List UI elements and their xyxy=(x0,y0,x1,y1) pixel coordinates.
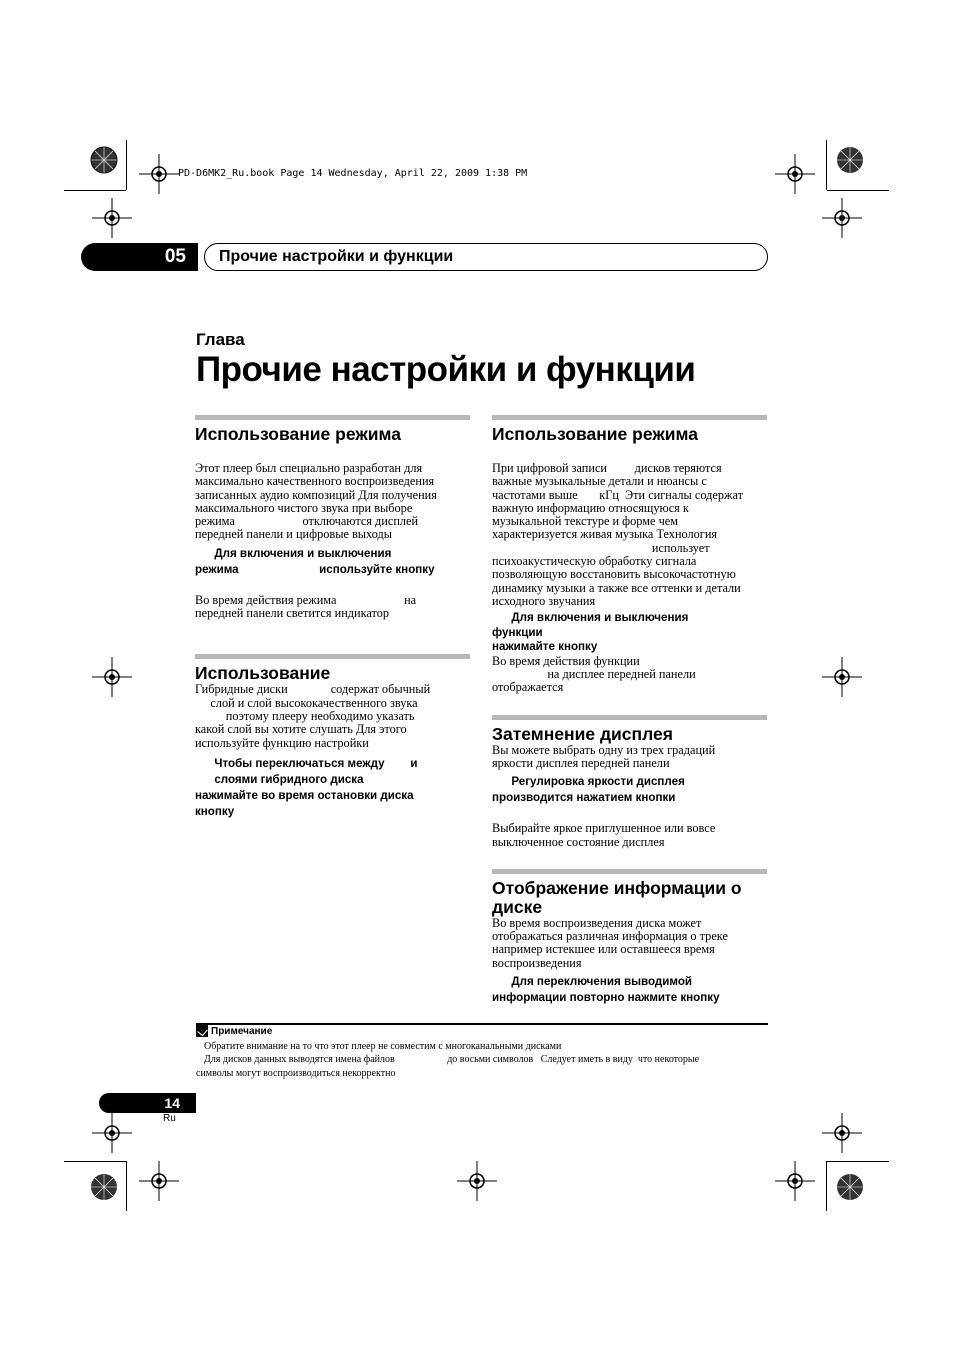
section-rule xyxy=(492,715,767,720)
body-line: динамику музыки а также все оттенки и детали xyxy=(492,580,741,595)
section-rule xyxy=(492,869,767,874)
body-line: Гибридные диски содержат обычный xyxy=(195,682,431,697)
file-meta: PD-D6MK2_Ru.book Page 14 Wednesday, April 22, 2009 1:38 PM xyxy=(178,168,528,179)
body-line: отображается xyxy=(492,680,564,695)
chapter-header-title: Прочие настройки и функции xyxy=(219,248,454,265)
body-line: режима отключаются дисплей xyxy=(195,514,419,529)
body-line: психоакустическую обработку сигнала xyxy=(492,554,697,569)
section-heading: Использование режима xyxy=(492,424,698,444)
starburst-mark xyxy=(836,1173,864,1201)
note-line: Обратите внимание на то что этот плеер не совместим с многоканальными дисками xyxy=(204,1041,562,1052)
note-line: Для дисков данных выводятся имена файлов до восьми символов Следует иметь в виду что некоторые xyxy=(204,1054,700,1065)
crosshair-mark xyxy=(822,657,862,697)
body-line: слой и слой высококачественного звука xyxy=(195,695,418,710)
body-line: отображаться различная информация о треке xyxy=(492,929,728,944)
page-number-badge: 14 xyxy=(99,1093,196,1113)
instruction-line: производится нажатием кнопки xyxy=(492,791,676,805)
body-line: выключенное состояние дисплея xyxy=(492,834,665,849)
note-line: символы могут воспроизводиться некорректно xyxy=(196,1068,396,1079)
section-rule xyxy=(195,415,470,420)
body-line: музыкальной текстуре и форме чем xyxy=(492,514,679,529)
body-line: воспроизведения xyxy=(492,955,582,970)
body-line: Во время действия функции xyxy=(492,653,640,668)
crosshair-mark xyxy=(92,657,132,697)
starburst-mark xyxy=(90,1173,118,1201)
starburst-mark xyxy=(836,146,864,174)
body-line: максимального чистого звука при выборе xyxy=(195,500,413,515)
body-line: При цифровой записи дисков теряются xyxy=(492,461,722,475)
section-heading: Использование xyxy=(195,663,331,684)
body-line: Вы можете выбрать одну из трех градаций xyxy=(492,742,716,757)
note-icon xyxy=(196,1025,208,1037)
body-line: частотами выше кГц Эти сигналы содержат xyxy=(492,487,744,502)
body-line: максимально качественного воспроизведения xyxy=(195,474,435,489)
instruction-line: нажимайте кнопку xyxy=(492,640,598,654)
instruction-line: Для переключения выводимой xyxy=(492,975,693,989)
instruction-line: Для включения и выключения xyxy=(195,546,392,560)
crosshair-mark xyxy=(457,1161,497,1201)
instruction-line: кнопку xyxy=(195,804,235,818)
note-heading xyxy=(196,1025,272,1037)
body-line: яркости дисплея передней панели xyxy=(492,755,670,770)
body-line: важную информацию относящуюся к xyxy=(492,500,689,515)
body-line: Во время действия режима на xyxy=(195,592,417,607)
section-rule xyxy=(492,415,767,420)
note-rule xyxy=(196,1023,768,1025)
section-heading: Отображение информации о диске xyxy=(492,877,742,917)
instruction-line: функции xyxy=(492,625,543,639)
body-line: какой слой вы хотите слушать Для этого xyxy=(195,722,407,737)
chapter-number-badge: 05 xyxy=(81,243,198,271)
starburst-mark xyxy=(90,146,118,174)
chapter-label: Глава xyxy=(196,330,245,349)
right-column xyxy=(492,415,767,1006)
crosshair-mark xyxy=(775,154,815,194)
crosshair-mark xyxy=(139,1161,179,1201)
body-line: использует xyxy=(492,540,710,555)
body-line: Этот плеер был специально разработан для xyxy=(195,461,423,475)
chapter-header-bar xyxy=(204,243,768,271)
page-title: Прочие настройки и функции xyxy=(196,350,696,389)
body-line: поэтому плееру необходимо указать xyxy=(195,708,415,723)
section-rule xyxy=(195,654,470,659)
crosshair-mark xyxy=(822,198,862,238)
body-line: например истекшее или оставшееся время xyxy=(492,942,715,957)
section-heading: Затемнение дисплея xyxy=(492,723,673,744)
left-column xyxy=(195,415,470,820)
body-line: Во время воспроизведения диска может xyxy=(492,915,702,930)
instruction-line: Чтобы переключаться между и xyxy=(195,756,418,770)
crosshair-mark xyxy=(92,1113,132,1153)
body-line: позволяющую восстановить высокочастотную xyxy=(492,567,736,582)
instruction-line: слоями гибридного диска xyxy=(195,772,364,786)
body-line: характеризуется живая музыка Технология xyxy=(492,527,718,542)
instruction-line: информации повторно нажмите кнопку xyxy=(492,991,720,1005)
body-line: важные музыкальные детали и нюансы с xyxy=(492,474,707,489)
instruction-line: Регулировка яркости дисплея xyxy=(492,775,685,789)
crosshair-mark xyxy=(92,198,132,238)
body-line: на дисплее передней панели xyxy=(492,667,696,682)
crosshair-mark xyxy=(139,154,179,194)
crosshair-mark xyxy=(822,1113,862,1153)
instruction-line: нажимайте во время остановки диска xyxy=(195,788,414,802)
crosshair-mark xyxy=(775,1161,815,1201)
section-heading: Использование режима xyxy=(195,424,401,444)
body-line: записанных аудио композиций Для получения xyxy=(195,487,437,502)
body-line: Выбирайте яркое приглушенное или вовсе xyxy=(492,821,716,836)
body-line: используйте функцию настройки xyxy=(195,735,369,750)
instruction-line: режима используйте кнопку xyxy=(195,562,435,576)
instruction-line: Для включения и выключения xyxy=(492,611,689,625)
body-line: исходного звучания xyxy=(492,593,596,608)
body-line: передней панели и цифровые выходы xyxy=(195,527,393,542)
page-language: Ru xyxy=(163,1113,176,1124)
body-line: передней панели светится индикатор xyxy=(195,606,390,621)
note-heading-text: Примечание xyxy=(211,1025,273,1037)
